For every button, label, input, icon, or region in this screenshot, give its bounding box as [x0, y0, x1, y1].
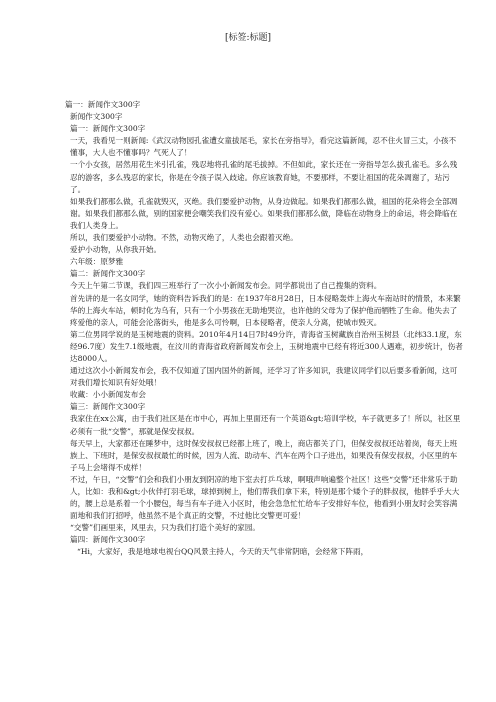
- paragraph: 所以，我们要爱护小动物。不然，动物灭绝了，人类也会跟着灭绝。: [70, 233, 298, 243]
- paragraph: 收藏：小小新闻发布会: [70, 390, 146, 400]
- paragraph: “交警”们画里来，风里去，只为我们打造个美好的家园。: [70, 523, 261, 533]
- paragraph: 一天，我看见一则新闻:《武汉动物园孔雀遭女童拔尾毛，家长在旁指导》，看完这篇新闻，忍不住火冒三丈，小孩不懂事，大人也不懂事吗？气死人了！: [70, 136, 457, 158]
- paragraph: 不过，午日，“交警”们会和我们小朋友到阴凉的地下室去打乒乓球，啊哦声响遍整个社区！这些“交警”还非常乐于助人，比如：我和&gt;小伙伴打羽毛球，球掉到树上，他们帮我们拿下来，特别是那个矮个子的胖叔叔，他胖乎乎大大的，腰上总是系着一个小腰包，每当有车子进入小区时，他会急急忙忙给车子安排好车位，他看到小朋友时会笑容满面地和我们打招呼，他虽然不是个真正的交警，不过他比交警更可爱！: [70, 474, 460, 521]
- paragraph: “Hi，大家好，我是地球电视台QQ风景主持人，今天的天气非常阴暗，会经常下阵雨，: [77, 547, 369, 557]
- paragraph: 篇一：新闻作文300字: [70, 124, 146, 134]
- page-title: [标签:标题]: [224, 33, 272, 43]
- document-body: [63, 99, 463, 559]
- paragraph: 每天早上，大家都还在睡梦中，这时保安叔叔已经都上班了，晚上，商店都关了门，但保安叔叔还站着岗，每天上班族上、下班时，是保安叔叔最忙的时候，因为人流、助动车、汽车在两个口子进出，如果没有保安叔叔，小区里的车子马上会堵得不成样！: [70, 438, 458, 472]
- paragraph: 新闻作文300字: [70, 112, 123, 122]
- paragraph: 一个小女孩，居然用花生米引孔雀，残忍地将孔雀的尾毛拔掉。不但如此，家长还在一旁指导怎么拔孔雀毛。多么残忍的游客，多么残忍的家长，你是在令孩子误入歧途。你应该教育她，不要那样，不要让祖国的花朵凋谢了，玷污了。: [70, 160, 458, 194]
- paragraph: 六年级：原梦雅: [70, 257, 124, 267]
- paragraph: 我家住在xx公寓，由于我们社区是在市中心，再加上里面还有一个英语&gt;培训学校，车子就更多了！所以，社区里必须有一批“交警”，那就是保安叔叔。: [70, 414, 461, 436]
- paragraph: 爱护小动物，从你我开始。: [70, 245, 162, 255]
- paragraph: 第二位男同学说的是玉树地震的资料。2010年4月14日7时49分许，青海省玉树藏族自治州玉树县（北纬33.1度，东经96.7度）发生7.1级地震，在汶川的青海省政府新闻发布会上，玉树地震中已经有将近300人遇难，初步统计，伤者达8000人。: [70, 329, 463, 363]
- paragraph: 首先讲的是一名女同学，她的资料告诉我们的是：在1937年8月28日，日本侵略轰炸上海火车南站时的情景，本来繁华的上海火车站，顿时化为乌有，只有一个小男孩在无助地哭泣，也许他的父母为了保护他而牺牲了生命。他失去了疼爱他的亲人，可能会沦落街头，他是多么可怜啊，日本侵略者，使亲人分离，使城市毁灭。: [70, 293, 461, 327]
- paragraph: 如果我们都那么做，孔雀就毁灭，灭绝。我们要爱护动物，从身边做起。如果我们都那么做，祖国的花朵将会全部凋谢。如果我们都那么做，别的国家便会嘲笑我们没有爱心。如果我们都那么做，降临在动物身上的命运，将会降临在我们人类身上。: [70, 196, 458, 230]
- paragraph: 篇二：新闻作文300字: [70, 269, 146, 279]
- paragraph: 今天上午第二节课，我们四三班举行了一次小小新闻发布会。同学都说出了自己搜集的资料。: [70, 281, 382, 291]
- paragraph: 篇一：新闻作文300字: [65, 100, 141, 109]
- paragraph: 篇三：新闻作文300字: [70, 402, 146, 412]
- paragraph: 通过这次小小新闻发布会，我不仅知道了国内国外的新闻，还学习了许多知识，我建议同学们以后要多看新闻，这可对我们增长知识有好处哦！: [70, 366, 458, 388]
- paragraph: 篇四：新闻作文300字: [70, 535, 146, 545]
